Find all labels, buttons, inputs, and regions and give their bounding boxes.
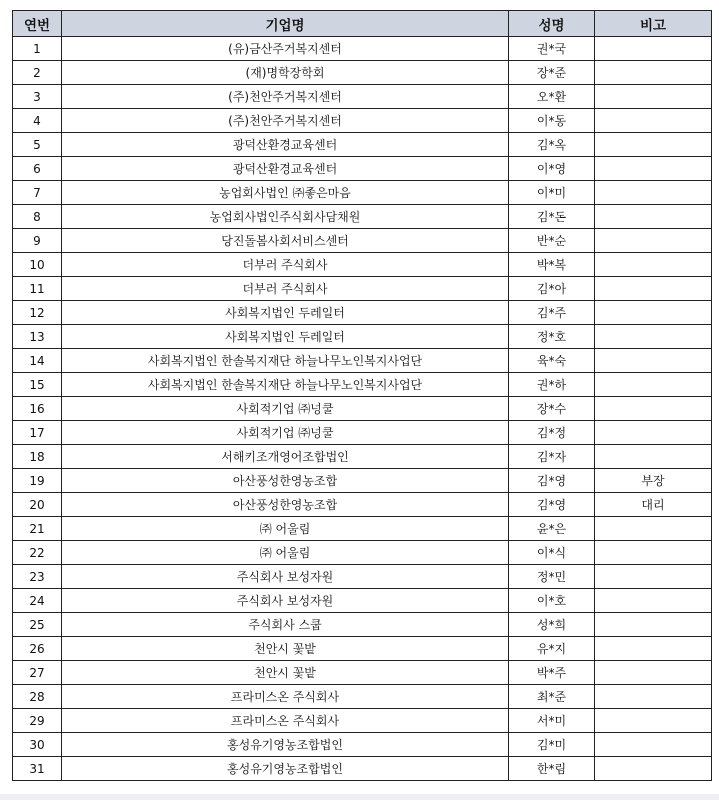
- cell-number: 17: [13, 421, 62, 445]
- cell-name: 김*미: [509, 733, 595, 757]
- header-name: 성명: [509, 11, 595, 37]
- cell-name: 이*식: [509, 541, 595, 565]
- cell-note: [595, 517, 712, 541]
- cell-name: 김*영: [509, 493, 595, 517]
- table-row: [13, 61, 712, 85]
- cell-number: 27: [13, 661, 62, 685]
- cell-name: 김*주: [509, 301, 595, 325]
- cell-number: 2: [13, 61, 62, 85]
- cell-company: 천안시 꽃밭: [62, 661, 509, 685]
- cell-note: [595, 253, 712, 277]
- cell-note: [595, 181, 712, 205]
- cell-name: 한*림: [509, 757, 595, 781]
- cell-note: [595, 133, 712, 157]
- cell-name: 반*순: [509, 229, 595, 253]
- cell-number: 11: [13, 277, 62, 301]
- cell-note: [595, 421, 712, 445]
- cell-company: (주)천안주거복지센터: [62, 85, 509, 109]
- cell-company: 주식회사 보성자원: [62, 589, 509, 613]
- cell-company: 홍성유기영농조합법인: [62, 757, 509, 781]
- cell-note: [595, 205, 712, 229]
- cell-company: 사회복지법인 두레일터: [62, 301, 509, 325]
- table-row: [13, 589, 712, 613]
- cell-name: 김*정: [509, 421, 595, 445]
- cell-note: [595, 37, 712, 61]
- cell-company: 사회적기업 ㈜넝쿨: [62, 397, 509, 421]
- cell-number: 31: [13, 757, 62, 781]
- cell-note: [595, 445, 712, 469]
- table-row: [13, 541, 712, 565]
- cell-number: 9: [13, 229, 62, 253]
- cell-company: 주식회사 보성자원: [62, 565, 509, 589]
- cell-note: [595, 565, 712, 589]
- table-row: [13, 517, 712, 541]
- cell-note: [595, 325, 712, 349]
- cell-number: 3: [13, 85, 62, 109]
- table-row: [13, 421, 712, 445]
- cell-name: 장*준: [509, 61, 595, 85]
- cell-note: [595, 613, 712, 637]
- cell-company: 농업회사법인 ㈜좋은마음: [62, 181, 509, 205]
- cell-note: [595, 637, 712, 661]
- cell-note: [595, 373, 712, 397]
- table-row: [13, 229, 712, 253]
- table-row: [13, 373, 712, 397]
- table-row: [13, 493, 712, 517]
- table-row: [13, 85, 712, 109]
- cell-number: 26: [13, 637, 62, 661]
- cell-note: [595, 301, 712, 325]
- table-row: [13, 325, 712, 349]
- cell-company: (재)명학장학회: [62, 61, 509, 85]
- cell-note: [595, 277, 712, 301]
- cell-name: 권*하: [509, 373, 595, 397]
- cell-number: 6: [13, 157, 62, 181]
- table-row: [13, 661, 712, 685]
- cell-note: 부장: [595, 469, 712, 493]
- cell-note: [595, 757, 712, 781]
- cell-name: 서*미: [509, 709, 595, 733]
- cell-company: 천안시 꽃밭: [62, 637, 509, 661]
- cell-company: 아산풍성한영농조합: [62, 493, 509, 517]
- cell-name: 오*환: [509, 85, 595, 109]
- cell-name: 박*주: [509, 661, 595, 685]
- cell-number: 22: [13, 541, 62, 565]
- cell-number: 19: [13, 469, 62, 493]
- cell-name: 윤*은: [509, 517, 595, 541]
- cell-company: 농업회사법인주식회사담채원: [62, 205, 509, 229]
- cell-note: [595, 709, 712, 733]
- cell-company: 서해키조개영어조합법인: [62, 445, 509, 469]
- table-row: [13, 397, 712, 421]
- employee-table: [12, 10, 712, 781]
- cell-company: 홍성유기영농조합법인: [62, 733, 509, 757]
- cell-company: (유)금산주거복지센터: [62, 37, 509, 61]
- cell-name: 박*복: [509, 253, 595, 277]
- cell-number: 14: [13, 349, 62, 373]
- cell-number: 12: [13, 301, 62, 325]
- cell-name: 장*수: [509, 397, 595, 421]
- table-row: [13, 733, 712, 757]
- cell-number: 18: [13, 445, 62, 469]
- cell-note: [595, 661, 712, 685]
- table-row: [13, 157, 712, 181]
- cell-company: 사회적기업 ㈜넝쿨: [62, 421, 509, 445]
- cell-note: [595, 85, 712, 109]
- cell-name: 권*국: [509, 37, 595, 61]
- cell-note: 대리: [595, 493, 712, 517]
- cell-number: 7: [13, 181, 62, 205]
- cell-note: [595, 61, 712, 85]
- table-row: [13, 469, 712, 493]
- cell-name: 최*준: [509, 685, 595, 709]
- table-row: [13, 685, 712, 709]
- cell-company: 사회복지법인 한솔복지재단 하늘나무노인복지사업단: [62, 373, 509, 397]
- cell-note: [595, 685, 712, 709]
- cell-number: 5: [13, 133, 62, 157]
- table-row: [13, 349, 712, 373]
- cell-note: [595, 733, 712, 757]
- table-row: [13, 133, 712, 157]
- cell-company: 아산풍성한영농조합: [62, 469, 509, 493]
- table-row: [13, 613, 712, 637]
- cell-number: 29: [13, 709, 62, 733]
- cell-number: 15: [13, 373, 62, 397]
- cell-name: 김*영: [509, 469, 595, 493]
- header-number: 연번: [13, 11, 62, 37]
- cell-name: 성*희: [509, 613, 595, 637]
- cell-number: 23: [13, 565, 62, 589]
- cell-name: 정*호: [509, 325, 595, 349]
- cell-company: 프라미스온 주식회사: [62, 709, 509, 733]
- cell-number: 20: [13, 493, 62, 517]
- table-body: [13, 37, 712, 781]
- table-header-row: [13, 11, 712, 37]
- cell-note: [595, 229, 712, 253]
- header-note: 비고: [595, 11, 712, 37]
- table-row: [13, 565, 712, 589]
- cell-note: [595, 589, 712, 613]
- cell-note: [595, 109, 712, 133]
- cell-company: 더부러 주식회사: [62, 277, 509, 301]
- table-row: [13, 253, 712, 277]
- cell-number: 4: [13, 109, 62, 133]
- cell-name: 김*옥: [509, 133, 595, 157]
- cell-company: 광덕산환경교육센터: [62, 157, 509, 181]
- cell-number: 16: [13, 397, 62, 421]
- cell-number: 25: [13, 613, 62, 637]
- table-row: [13, 277, 712, 301]
- table-row: [13, 445, 712, 469]
- cell-company: 주식회사 스쿱: [62, 613, 509, 637]
- cell-company: ㈜ 어울림: [62, 541, 509, 565]
- table-row: [13, 205, 712, 229]
- cell-company: 당진돌봄사회서비스센터: [62, 229, 509, 253]
- table-row: [13, 709, 712, 733]
- cell-company: 사회복지법인 한솔복지재단 하늘나무노인복지사업단: [62, 349, 509, 373]
- bottom-strip: [0, 794, 719, 800]
- table-row: [13, 301, 712, 325]
- cell-name: 김*돈: [509, 205, 595, 229]
- cell-name: 이*호: [509, 589, 595, 613]
- table-row: [13, 757, 712, 781]
- cell-number: 21: [13, 517, 62, 541]
- cell-note: [595, 397, 712, 421]
- cell-name: 이*영: [509, 157, 595, 181]
- cell-number: 1: [13, 37, 62, 61]
- cell-name: 이*동: [509, 109, 595, 133]
- cell-company: (주)천안주거복지센터: [62, 109, 509, 133]
- cell-number: 13: [13, 325, 62, 349]
- header-company: 기업명: [62, 11, 509, 37]
- cell-note: [595, 349, 712, 373]
- cell-name: 김*아: [509, 277, 595, 301]
- table-row: [13, 109, 712, 133]
- cell-note: [595, 541, 712, 565]
- cell-company: ㈜ 어울림: [62, 517, 509, 541]
- cell-company: 프라미스온 주식회사: [62, 685, 509, 709]
- cell-number: 28: [13, 685, 62, 709]
- cell-number: 10: [13, 253, 62, 277]
- cell-company: 사회복지법인 두레일터: [62, 325, 509, 349]
- cell-number: 30: [13, 733, 62, 757]
- cell-note: [595, 157, 712, 181]
- cell-name: 유*지: [509, 637, 595, 661]
- cell-number: 8: [13, 205, 62, 229]
- table-row: [13, 181, 712, 205]
- cell-company: 광덕산환경교육센터: [62, 133, 509, 157]
- cell-company: 더부러 주식회사: [62, 253, 509, 277]
- cell-name: 이*미: [509, 181, 595, 205]
- cell-name: 김*자: [509, 445, 595, 469]
- cell-number: 24: [13, 589, 62, 613]
- table-row: [13, 637, 712, 661]
- table-row: [13, 37, 712, 61]
- cell-name: 육*숙: [509, 349, 595, 373]
- cell-name: 정*민: [509, 565, 595, 589]
